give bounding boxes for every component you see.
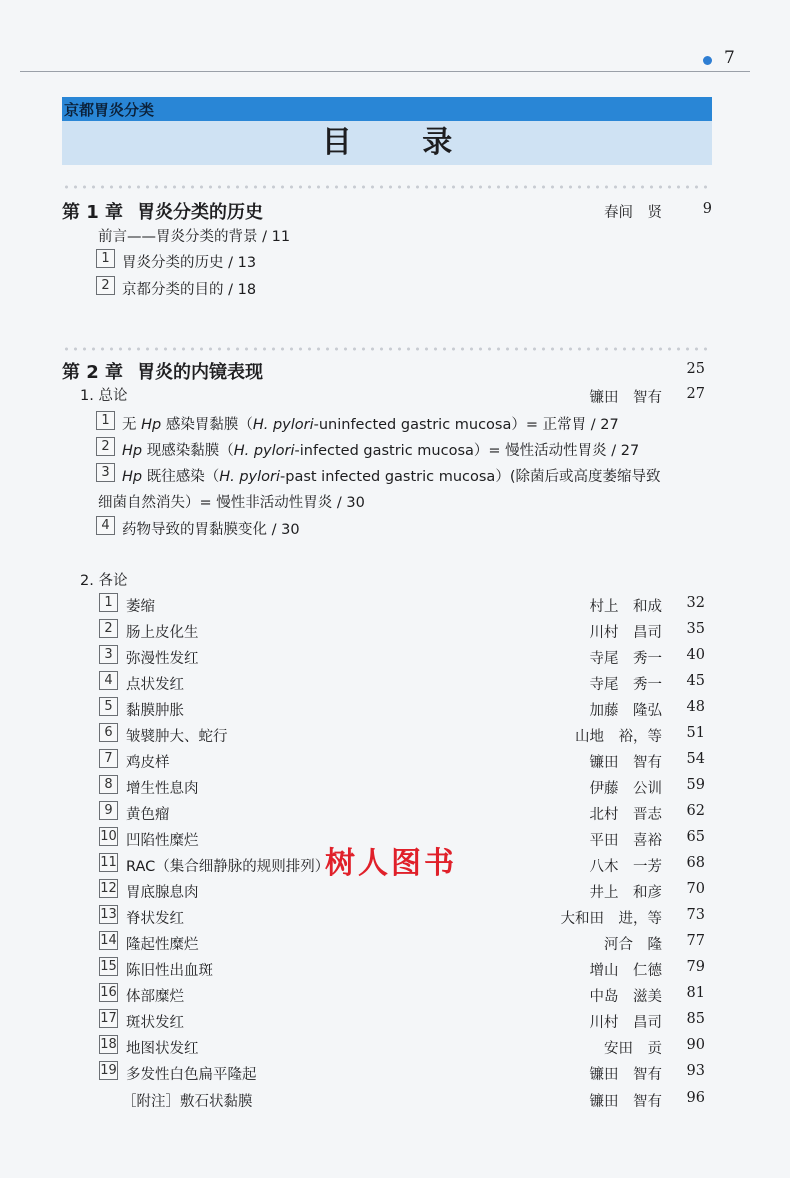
specific-item-page: 85 <box>686 1011 705 1027</box>
chapter1-heading[interactable] <box>62 198 263 224</box>
item-number-box: 1 <box>99 593 118 612</box>
appendix-entry[interactable]: ［附注］敷石状黏膜 <box>122 1094 253 1110</box>
specific-item-author: 加藤 隆弘 <box>589 703 662 719</box>
specific-item[interactable]: 肠上皮化生 <box>126 625 199 641</box>
specific-item-author: 河合 隆 <box>604 937 662 953</box>
specific-item[interactable]: 凹陷性糜烂 <box>126 833 199 849</box>
general-item-continuation: 细菌自然消失）= 慢性非活动性胃炎 / 30 <box>98 495 365 511</box>
specific-item-page: 77 <box>686 933 705 949</box>
page-number: 7 <box>724 48 735 68</box>
specific-item-page: 51 <box>686 725 705 741</box>
specific-item[interactable]: 多发性白色扁平隆起 <box>126 1067 257 1083</box>
specific-item-page: 79 <box>686 959 705 975</box>
specific-item[interactable]: 地图状发红 <box>126 1041 199 1057</box>
specific-item-author: 安田 贡 <box>604 1041 662 1057</box>
specific-item-author: 八木 一芳 <box>589 859 662 875</box>
specific-item[interactable]: 皱襞肿大、蛇行 <box>126 729 228 745</box>
chapter1-label: 第 1 章 <box>62 202 124 223</box>
specific-item-page: 68 <box>686 855 705 871</box>
specific-item[interactable]: 陈旧性出血斑 <box>126 963 213 979</box>
chapter2-page: 25 <box>686 361 705 377</box>
specific-item-author: 伊藤 公训 <box>589 781 662 797</box>
specific-item-page: 32 <box>686 595 705 611</box>
specific-item[interactable]: RAC（集合细静脉的规则排列） <box>126 859 330 875</box>
chapter1-item[interactable]: 京都分类的目的 / 18 <box>122 282 257 298</box>
specific-item-page: 93 <box>686 1063 705 1079</box>
specific-item-author: 大和田 进，等 <box>560 911 662 927</box>
specific-item-page: 65 <box>686 829 705 845</box>
specific-item[interactable]: 点状发红 <box>126 677 184 693</box>
specific-item[interactable]: 弥漫性发红 <box>126 651 199 667</box>
item-number-box: 18 <box>100 1037 117 1052</box>
specific-item-page: 81 <box>686 985 705 1001</box>
appendix-author: 镰田 智有 <box>589 1094 662 1110</box>
item-number-box: 17 <box>100 1011 117 1026</box>
item-number-box: 7 <box>99 749 118 768</box>
specific-item[interactable]: 胃底腺息肉 <box>126 885 199 901</box>
chapter2-title: 胃炎的内镜表现 <box>137 362 264 383</box>
general-author: 镰田 智有 <box>589 390 662 406</box>
item-number-box: 10 <box>100 829 117 844</box>
item-number-box: 4 <box>99 671 118 690</box>
specific-item-page: 59 <box>686 777 705 793</box>
chapter1-title: 胃炎分类的历史 <box>137 202 264 223</box>
toc-title-box <box>62 121 712 165</box>
specific-item[interactable]: 斑状发红 <box>126 1015 184 1031</box>
specific-item-page: 54 <box>686 751 705 767</box>
item-number-box: 1 <box>96 249 115 268</box>
general-item[interactable]: Hp 现感染黏膜（H. pylori-infected gastric mucosa）= 慢性活动性胃炎 / 27 <box>122 443 640 459</box>
item-number-box: 8 <box>99 775 118 794</box>
item-number-box: 15 <box>100 959 117 974</box>
specific-item-author: 增山 仁德 <box>589 963 662 979</box>
item-number-box: 14 <box>100 933 117 948</box>
specific-item-author: 镰田 智有 <box>589 755 662 771</box>
page-dot-icon <box>703 56 712 65</box>
item-number-box: 12 <box>100 881 117 896</box>
item-number-box: 4 <box>96 516 115 535</box>
item-number-box: 19 <box>100 1063 117 1078</box>
chapter2-label: 第 2 章 <box>62 362 124 383</box>
specific-item-page: 40 <box>686 647 705 663</box>
header-rule <box>20 71 750 72</box>
chapter1-item[interactable]: 胃炎分类的历史 / 13 <box>122 255 257 271</box>
specific-item-author: 山地 裕，等 <box>575 729 662 745</box>
item-number-box: 3 <box>99 645 118 664</box>
chapter1-page: 9 <box>702 201 712 217</box>
specific-item-page: 48 <box>686 699 705 715</box>
specific-item[interactable]: 脊状发红 <box>126 911 184 927</box>
item-number-box: 6 <box>99 723 118 742</box>
specific-item[interactable]: 增生性息肉 <box>126 781 199 797</box>
item-number-box: 11 <box>100 855 117 870</box>
general-item[interactable]: Hp 既往感染（H. pylori-past infected gastric mucosa）(除菌后或高度萎缩导致 <box>122 469 661 485</box>
item-number-box: 2 <box>96 276 115 295</box>
chapter1-author: 春间 贤 <box>604 205 662 221</box>
specific-item[interactable]: 鸡皮样 <box>126 755 170 771</box>
specific-item[interactable]: 黏膜肿胀 <box>126 703 184 719</box>
specific-item-author: 寺尾 秀一 <box>589 651 662 667</box>
specific-item-author: 川村 昌司 <box>589 1015 662 1031</box>
specific-item-author: 中岛 滋美 <box>589 989 662 1005</box>
specific-item[interactable]: 隆起性糜烂 <box>126 937 199 953</box>
specific-item-page: 62 <box>686 803 705 819</box>
dotted-divider <box>62 185 712 189</box>
item-number-box: 5 <box>99 697 118 716</box>
appendix-page: 96 <box>686 1090 705 1106</box>
specific-item-author: 寺尾 秀一 <box>589 677 662 693</box>
specific-item-page: 35 <box>686 621 705 637</box>
specific-item-author: 川村 昌司 <box>589 625 662 641</box>
specific-item[interactable]: 黄色瘤 <box>126 807 170 823</box>
item-number-box: 13 <box>100 907 117 922</box>
specific-item-page: 70 <box>686 881 705 897</box>
specific-item[interactable]: 体部糜烂 <box>126 989 184 1005</box>
item-number-box: 3 <box>96 463 115 482</box>
book-title-label: 京都胃炎分类 <box>64 101 155 119</box>
item-number-box: 1 <box>96 411 115 430</box>
general-page: 27 <box>686 386 705 402</box>
publisher-watermark: 树人图书 <box>325 846 457 881</box>
dotted-divider <box>62 347 712 351</box>
book-band <box>62 97 712 121</box>
general-heading[interactable]: 1. 总论 <box>80 388 128 404</box>
item-number-box: 16 <box>100 985 117 1000</box>
specific-item-page: 90 <box>686 1037 705 1053</box>
specific-item-author: 平田 喜裕 <box>589 833 662 849</box>
specific-item-page: 73 <box>686 907 705 923</box>
specific-item-author: 镰田 智有 <box>589 1067 662 1083</box>
specific-heading[interactable]: 2. 各论 <box>80 573 128 589</box>
general-item[interactable]: 药物导致的胃黏膜变化 / 30 <box>122 522 300 538</box>
chapter2-heading[interactable] <box>62 358 263 384</box>
chapter1-intro[interactable]: 前言——胃炎分类的背景 / 11 <box>98 229 291 245</box>
specific-item-author: 井上 和彦 <box>589 885 662 901</box>
general-item[interactable]: 无 Hp 感染胃黏膜（H. pylori-uninfected gastric mucosa）= 正常胃 / 27 <box>122 417 619 433</box>
specific-item-page: 45 <box>686 673 705 689</box>
item-number-box: 9 <box>99 801 118 820</box>
item-number-box: 2 <box>96 437 115 456</box>
specific-item-author: 北村 晋志 <box>589 807 662 823</box>
specific-item[interactable]: 萎缩 <box>126 599 155 615</box>
toc-title: 目 录 <box>321 125 483 160</box>
item-number-box: 2 <box>99 619 118 638</box>
specific-item-author: 村上 和成 <box>589 599 662 615</box>
